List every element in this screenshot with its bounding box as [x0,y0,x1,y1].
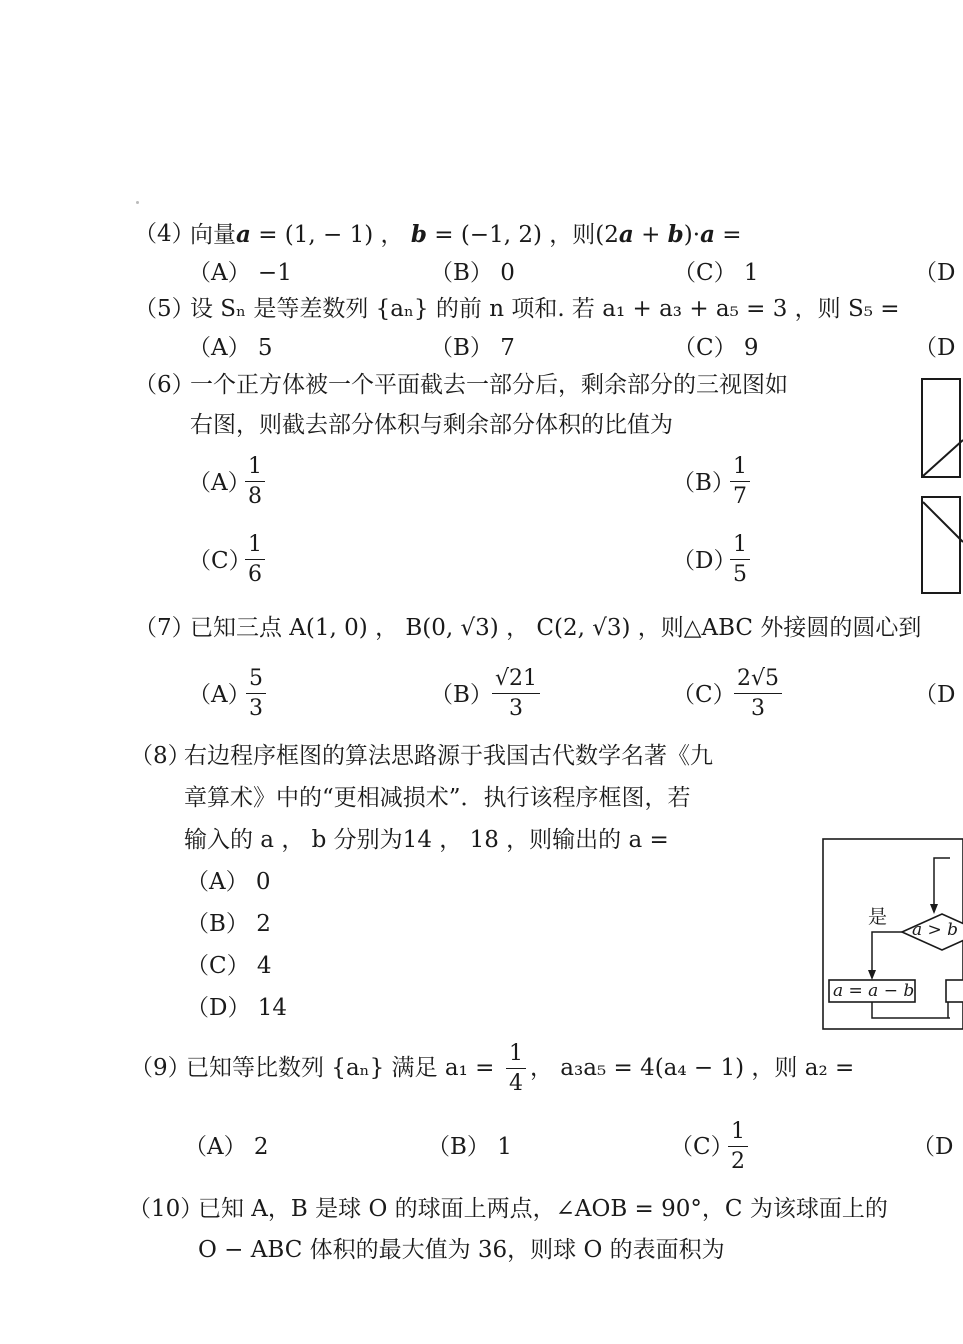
option-c-fraction: $\frac{2√5}{3}$ [734,668,782,720]
question-number: （8） [130,743,191,769]
option-b: （B） 7 [430,335,515,361]
question-stem-line-2: 章算术》中的“更相减损术”．执行该程序框图，若 [184,785,691,811]
question-number: （6） [134,372,195,398]
option-c-label: （C） [672,682,736,708]
option-b-label: （B） [672,470,735,496]
option-c-fraction: $\frac{1}{6}$ [245,534,265,586]
option-b-label: （B） [430,682,493,708]
option-b: （B） 1 [427,1134,512,1160]
option-a-fraction: $\frac{1}{8}$ [245,456,265,508]
option-a: （A） 0 [186,869,271,895]
option-b: （B） 2 [186,911,271,937]
option-c-label: （C） [670,1134,734,1160]
question-stem: 已知三点 A(1, 0) ， B(0, √3) ， C(2, √3) ，则△ABC 外接圆的圆心到 [190,615,922,641]
three-view-top [921,496,961,594]
question-number: （10） [128,1196,204,1222]
option-c: （C） 1 [673,260,759,286]
option-d: （D） 14 [186,995,288,1021]
question-stem: 向量a = (1, − 1) ， b = (−1, 2) ，则(2a + b)·a = [190,221,742,248]
option-d: （D [912,1134,954,1160]
option-b: （B） 0 [430,260,515,286]
flowchart [822,838,959,1032]
option-a: （A） 2 [184,1134,269,1160]
question-stem-line-2: 右图，则截去部分体积与剩余部分体积的比值为 [190,412,673,438]
option-b-fraction: $\frac{1}{7}$ [730,456,750,508]
option-a: （A） −1 [188,260,292,286]
flow-assign-box: a = a − b [833,981,915,1001]
option-a-label: （A） [188,682,251,708]
stem-fraction: $\frac{1}{4}$ [506,1043,526,1095]
three-view-front [921,378,961,478]
question-stem-prefix: 已知等比数列 {aₙ} 满足 a₁ = [186,1055,495,1081]
question-stem-line-1: 右边程序框图的算法思路源于我国古代数学名著《九 [184,743,713,769]
question-stem-line-3: 输入的 a ， b 分别为14 ， 18 ，则输出的 a = [184,827,669,853]
diagonal-line [923,380,963,480]
question-number: （9） [130,1055,191,1081]
question-stem-line-1: 已知 A，B 是球 O 的球面上两点，∠AOB = 90°，C 为该球面上的 [198,1196,888,1222]
option-b-fraction: $\frac{√21}{3}$ [492,668,540,720]
option-d-label: （D） [672,548,737,574]
option-c-fraction: $\frac{1}{2}$ [728,1121,748,1173]
question-stem-line-1: 一个正方体被一个平面截去一部分后，剩余部分的三视图如 [190,372,788,398]
option-c-label: （C） [188,548,252,574]
question-number: （7） [134,615,195,641]
option-c: （C） 4 [186,953,272,979]
scan-speck [136,201,139,204]
question-number: （5） [134,296,195,322]
question-stem: 设 Sₙ 是等差数列 {aₙ} 的前 n 项和. 若 a₁ + a₃ + a₅ = 3 ，则 S₅ = [190,296,900,322]
flow-yes-label: 是 [868,906,888,928]
option-d: （D [914,260,956,286]
option-c: （C） 9 [673,335,759,361]
question-number: （4） [134,221,195,247]
option-a-fraction: $\frac{5}{3}$ [246,668,266,720]
option-a: （A） 5 [188,335,273,361]
flow-condition: a > b [912,920,959,940]
diagonal-line [923,498,963,596]
option-d-fraction: $\frac{1}{5}$ [730,534,750,586]
option-d: （D [914,335,956,361]
option-d-label: （D [914,682,956,708]
question-stem-line-2: O − ABC 体积的最大值为 36，则球 O 的表面积为 [198,1237,725,1263]
option-a-label: （A） [188,470,251,496]
question-stem-suffix: ， a₃a₅ = 4(a₄ − 1) ，则 a₂ = [530,1055,855,1081]
